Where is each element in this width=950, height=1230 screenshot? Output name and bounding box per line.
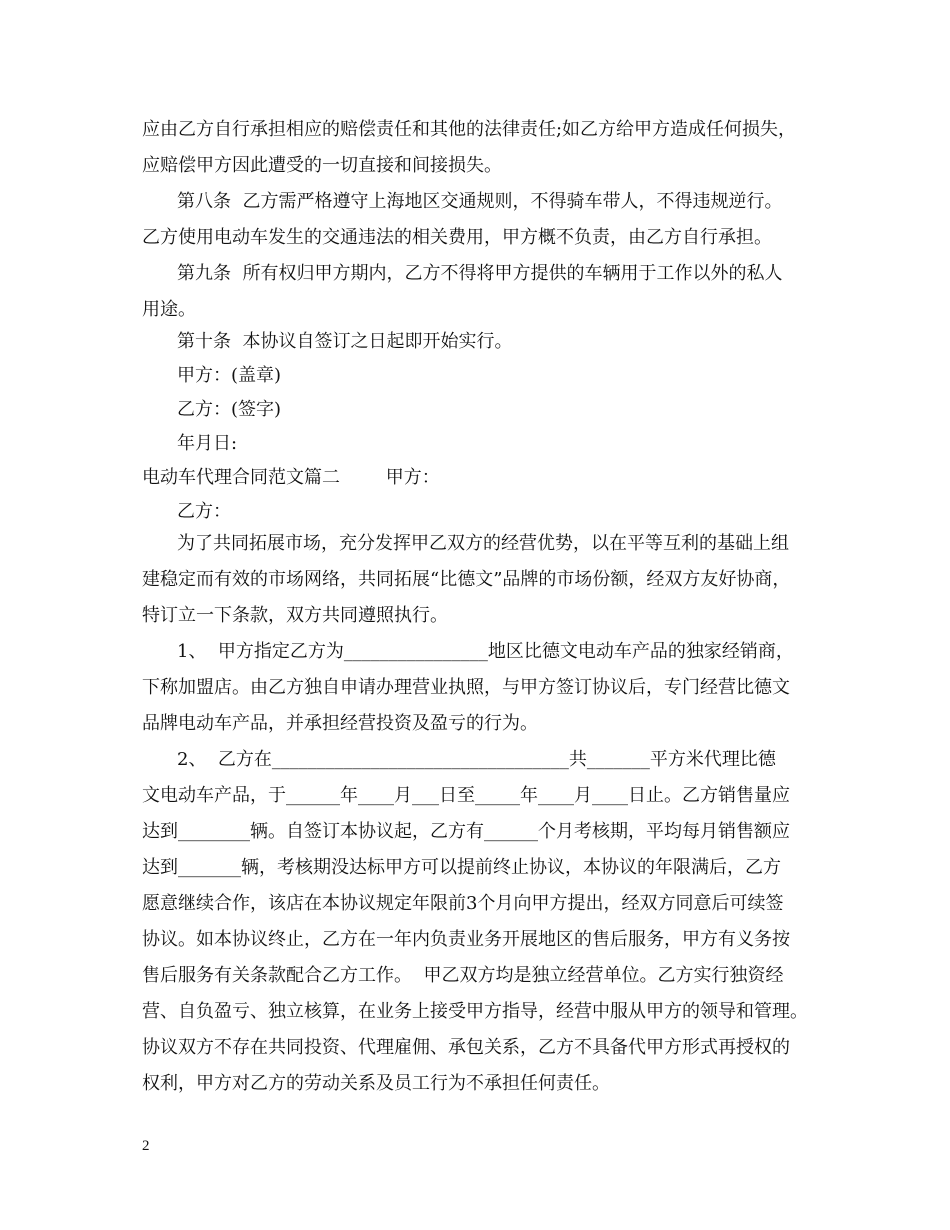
page-number: 2: [142, 1138, 150, 1154]
article-8-line: 第八条 乙方需严格遵守上海地区交通规则，不得骑车带人，不得违规逆行。: [177, 191, 783, 212]
text-line: 下称加盟店。由乙方独自申请办理营业执照，与甲方签订协议后，专门经营比德文: [142, 677, 790, 698]
text-line: 协议。如本协议终止，乙方在一年内负责业务开展地区的售后服务，甲方有义务按: [142, 929, 790, 950]
text-line: 达到________辆。自签订本协议起，乙方有______个月考核期，平均每月销售额应: [142, 821, 790, 842]
text-line: 特订立一下条款，双方共同遵照执行。: [142, 605, 448, 626]
section-heading: 电动车代理合同范文篇二 甲方：: [142, 467, 440, 488]
text-line: 乙方使用电动车发生的交通违法的相关费用，甲方概不负责，由乙方自行承担。: [142, 227, 772, 248]
text-line: 达到_______辆，考核期没达标甲方可以提前终止协议，本协议的年限满后，乙方: [142, 857, 781, 878]
date-line: 年月日:: [177, 433, 238, 454]
party-b-sign-line: 乙方：(签字): [177, 399, 282, 420]
party-b-line: 乙方：: [177, 501, 231, 522]
party-a-seal-line: 甲方：(盖章): [177, 365, 282, 386]
text-line: 为了共同拓展市场，充分发挥甲乙双方的经营优势，以在平等互利的基础上组: [177, 533, 789, 554]
text-line: 权利，甲方对乙方的劳动关系及员工行为不承担任何责任。: [142, 1073, 610, 1094]
text-line: 文电动车产品，于______年____月___日至_____年____月____日止。乙方销售量应: [142, 785, 790, 806]
text-line: 应由乙方自行承担相应的赔偿责任和其他的法律责任;如乙方给甲方造成任何损失，: [142, 119, 797, 140]
article-10-line: 第十条 本协议自签订之日起即开始实行。: [177, 331, 513, 352]
text-line: 建稳定而有效的市场网络，共同拓展“比德文”品牌的市场份额，经双方友好协商，: [142, 569, 791, 590]
text-line: 协议双方不存在共同投资、代理雇佣、承包关系，乙方不具备代甲方形式再授权的: [142, 1037, 790, 1058]
text-line: 用途。: [142, 299, 196, 320]
text-line: 应赔偿甲方因此遭受的一切直接和间接损失。: [142, 155, 502, 176]
clause-2-line: 2、 乙方在_________________________________共_______平方米代理比德: [177, 749, 776, 770]
text-line: 品牌电动车产品，并承担经营投资及盈亏的行为。: [142, 713, 538, 734]
text-line: 愿意继续合作，该店在本协议规定年限前3个月向甲方提出，经双方同意后可续签: [142, 893, 784, 914]
article-9-line: 第九条 所有权归甲方期内，乙方不得将甲方提供的车辆用于工作以外的私人: [177, 263, 783, 284]
clause-1-line: 1、 甲方指定乙方为________________地区比德文电动车产品的独家经销商，: [177, 641, 794, 662]
text-line: 售后服务有关条款配合乙方工作。 甲乙双方均是独立经营单位。乙方实行独资经: [142, 965, 784, 986]
text-line: 营、自负盈亏、独立核算，在业务上接受甲方指导，经营中服从甲方的领导和管理。: [142, 1001, 808, 1022]
